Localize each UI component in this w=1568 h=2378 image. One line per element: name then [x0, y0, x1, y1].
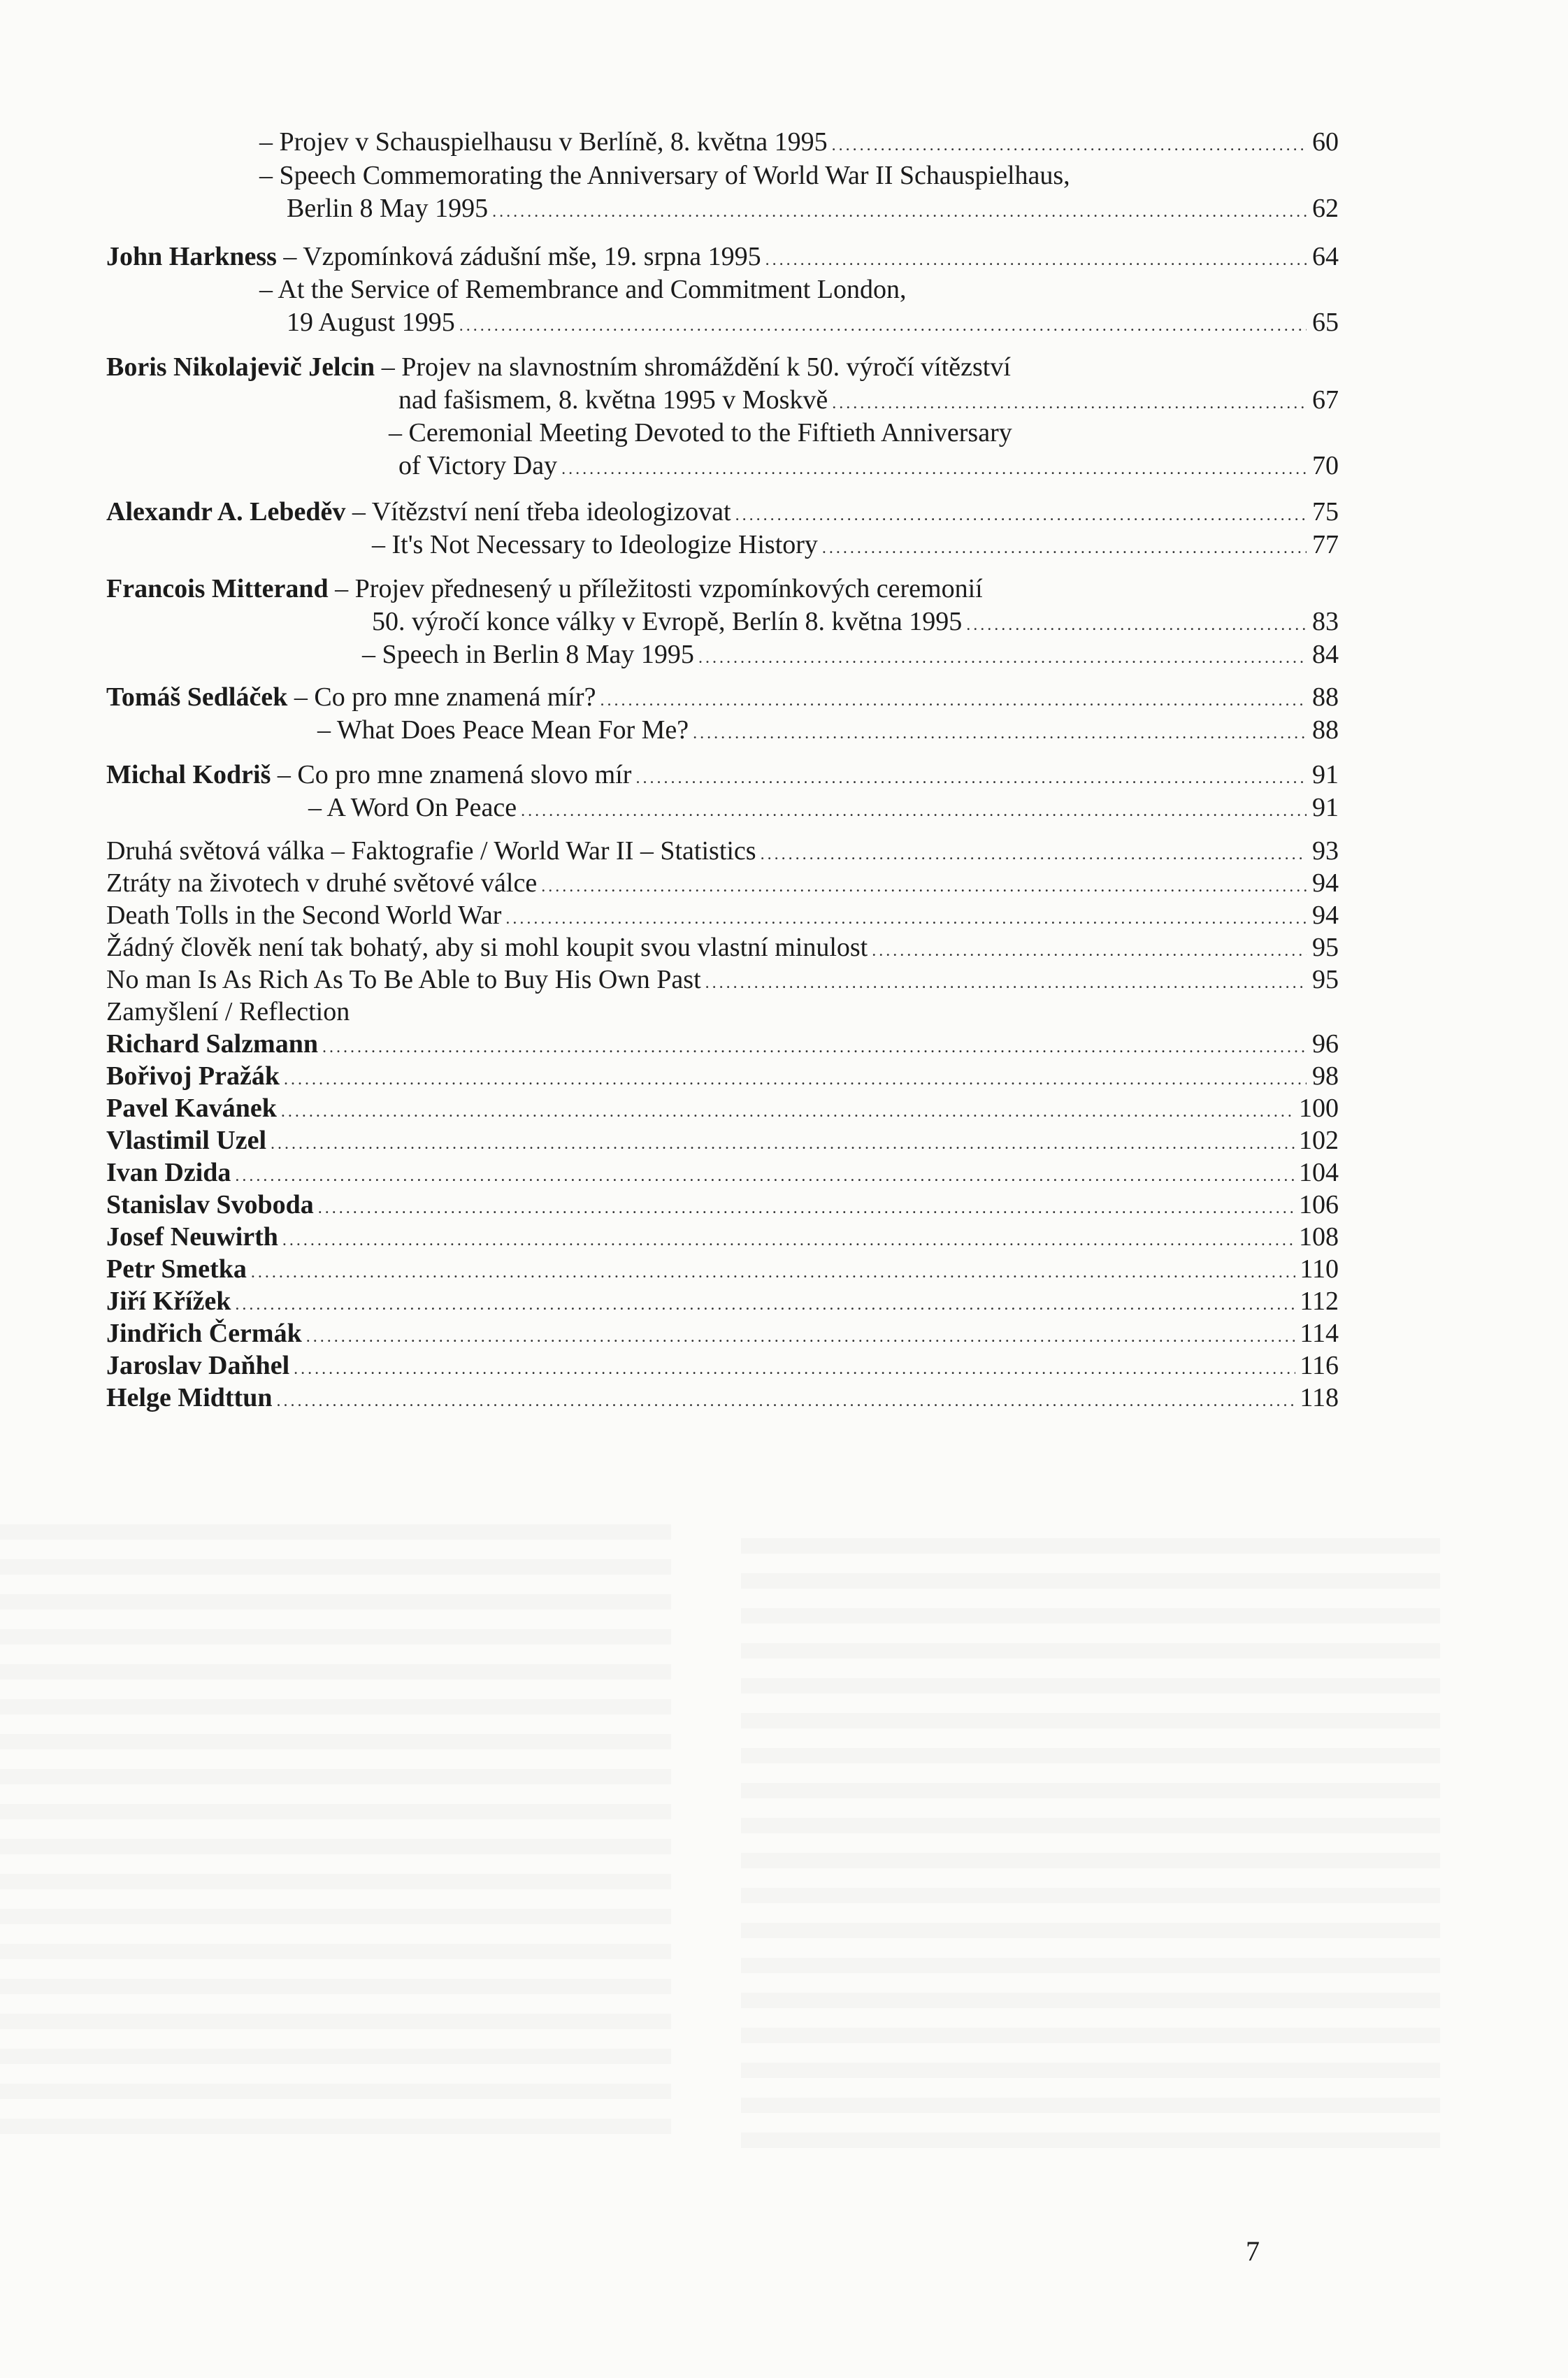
toc-entry	[398, 446, 1339, 485]
toc-page-number: 70	[1312, 451, 1339, 480]
toc-title: Druhá světová válka – Faktografie / World War II – Statistics	[106, 836, 756, 866]
toc-author: Michal Kodriš	[106, 760, 271, 789]
toc-title: nad fašismem, 8. května 1995 v Moskvě	[398, 385, 828, 415]
toc-entry	[106, 1378, 1339, 1417]
toc-author: Alexandr A. Lebeděv	[106, 497, 346, 527]
toc-leader-dots	[705, 964, 1307, 1003]
toc-page-number: 116	[1300, 1351, 1339, 1380]
toc-page-number: 88	[1312, 715, 1339, 745]
toc-title: Death Tolls in the Second World War	[106, 901, 502, 930]
show-through-texture	[741, 1538, 1440, 2168]
toc-text	[106, 1378, 272, 1417]
toc-leader-dots	[459, 306, 1307, 345]
toc-page-number: 110	[1300, 1254, 1339, 1284]
toc-title: – Projev přednesený u příležitosti vzpomínkových ceremonií	[328, 574, 983, 603]
toc-author: Tomáš Sedláček	[106, 682, 288, 712]
toc-leader-dots	[822, 529, 1307, 568]
toc-page-number: 95	[1312, 933, 1339, 962]
toc-page-number: 60	[1312, 127, 1339, 157]
toc-author: Boris Nikolajevič Jelcin	[106, 352, 375, 382]
toc-page-number: 108	[1299, 1222, 1339, 1252]
toc-entry	[372, 525, 1339, 564]
toc-page-number: 98	[1312, 1061, 1339, 1091]
toc-title: – At the Service of Remembrance and Commitment London,	[259, 275, 907, 304]
toc-title: – Vzpomínková zádušní mše, 19. srpna 1995	[276, 242, 761, 271]
toc-leader-dots	[698, 638, 1307, 678]
toc-page-number: 93	[1312, 836, 1339, 866]
toc-title: – Projev v Schauspielhausu v Berlíně, 8. května 1995	[259, 127, 828, 157]
show-through-texture	[0, 1524, 671, 2154]
toc-text	[287, 303, 455, 342]
toc-title: – Co pro mne znamená slovo mír	[271, 760, 632, 789]
toc-title: No man Is As Rich As To Be Able to Buy His Own Past	[106, 965, 701, 994]
toc-leader-dots	[561, 450, 1307, 489]
toc-leader-dots	[276, 1382, 1295, 1421]
toc-page-number: 106	[1299, 1190, 1339, 1219]
toc-title: – A Word On Peace	[308, 793, 517, 822]
toc-page-number: 77	[1312, 530, 1339, 559]
toc-author: Bořivoj Pražák	[106, 1061, 280, 1091]
toc-title: Berlin 8 May 1995	[287, 194, 489, 223]
toc-entry	[287, 303, 1339, 342]
toc-author: John Harkness	[106, 242, 277, 271]
toc-leader-dots	[492, 192, 1307, 231]
toc-author: Francois Mitterand	[106, 574, 329, 603]
toc-author: Jindřich Čermák	[106, 1319, 302, 1348]
toc-title: 50. výročí konce války v Evropě, Berlín 8. května 1995	[372, 607, 963, 636]
toc-page-number: 100	[1299, 1094, 1339, 1123]
toc-title: – Vítězství není třeba ideologizovat	[345, 497, 731, 527]
toc-entry	[362, 635, 1339, 674]
toc-title: Zamyšlení / Reflection	[106, 997, 350, 1026]
toc-title: – Co pro mne znamená mír?	[287, 682, 596, 712]
toc-entry	[317, 710, 1339, 750]
toc-page-number: 102	[1299, 1126, 1339, 1155]
toc-author: Richard Salzmann	[106, 1029, 318, 1059]
toc-page-number: 67	[1312, 385, 1339, 415]
toc-title: – Speech Commemorating the Anniversary of World War II Schauspielhaus,	[259, 161, 1070, 190]
toc-leader-dots	[693, 714, 1307, 753]
toc-text	[317, 710, 689, 750]
toc-title: – Ceremonial Meeting Devoted to the Fiftieth Anniversary	[389, 418, 1012, 447]
toc-author: Jaroslav Daňhel	[106, 1351, 290, 1380]
toc-entry	[308, 788, 1339, 827]
toc-page-number: 64	[1312, 242, 1339, 271]
toc-page-number: 91	[1312, 760, 1339, 789]
toc-author: Jiří Křížek	[106, 1287, 231, 1316]
toc-entry	[287, 189, 1339, 228]
toc-author: Vlastimil Uzel	[106, 1126, 267, 1155]
toc-page-number: 104	[1299, 1158, 1339, 1187]
page-number: 7	[1246, 2235, 1260, 2267]
toc-text	[287, 189, 488, 228]
toc-page-number: 65	[1312, 308, 1339, 337]
toc-author: Helge Midttun	[106, 1383, 273, 1412]
toc-text	[308, 788, 517, 827]
toc-title: Ztráty na životech v druhé světové válce	[106, 868, 538, 898]
toc-title: – What Does Peace Mean For Me?	[317, 715, 689, 745]
toc-title: Žádný člověk není tak bohatý, aby si mohl koupit svou vlastní minulost	[106, 933, 868, 962]
toc-page-number: 114	[1300, 1319, 1339, 1348]
toc-title: – Projev na slavnostním shromáždění k 50. výročí vítězství	[375, 352, 1011, 382]
toc-leader-dots	[521, 792, 1307, 831]
toc-author: Stanislav Svoboda	[106, 1190, 314, 1219]
toc-page-number: 91	[1312, 793, 1339, 822]
toc-author: Petr Smetka	[106, 1254, 247, 1284]
toc-author: Pavel Kavánek	[106, 1094, 277, 1123]
toc-author: Josef Neuwirth	[106, 1222, 278, 1252]
toc-text	[398, 446, 557, 485]
toc-page-number: 75	[1312, 497, 1339, 527]
toc-text	[362, 635, 694, 674]
toc-page-number: 83	[1312, 607, 1339, 636]
toc-author: Ivan Dzida	[106, 1158, 231, 1187]
toc-page-number: 84	[1312, 640, 1339, 669]
toc-title: of Victory Day	[398, 451, 558, 480]
toc-page-number: 95	[1312, 965, 1339, 994]
toc-text	[372, 525, 818, 564]
toc-page-number: 94	[1312, 868, 1339, 898]
toc-page-number: 88	[1312, 682, 1339, 712]
toc-page-number: 62	[1312, 194, 1339, 223]
toc-page-number: 112	[1300, 1287, 1339, 1316]
toc-title: 19 August 1995	[287, 308, 455, 337]
toc-page-number: 96	[1312, 1029, 1339, 1059]
toc-page-number: 94	[1312, 901, 1339, 930]
toc-title: – Speech in Berlin 8 May 1995	[362, 640, 694, 669]
toc-page-number: 118	[1300, 1383, 1339, 1412]
toc-title: – It's Not Necessary to Ideologize History	[372, 530, 818, 559]
